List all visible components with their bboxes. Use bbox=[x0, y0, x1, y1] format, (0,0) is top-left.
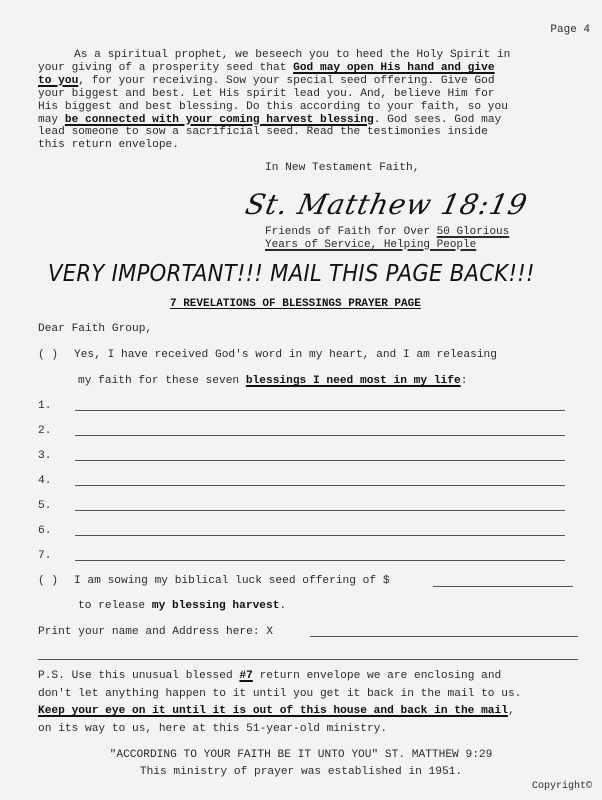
intro-line-4: your biggest and best. Let His spirit lead you. And, believe Him for bbox=[38, 87, 495, 100]
seed-text: to release bbox=[78, 600, 152, 612]
ps-emphasis-2: Keep your eye on it until it is out of this house and back in the mail bbox=[38, 705, 508, 717]
seed-amount-field[interactable] bbox=[433, 586, 573, 587]
seed-checkbox[interactable]: ( ) bbox=[38, 575, 59, 587]
intro-line-5: His biggest and best blessing. Do this according to your faith, so you bbox=[38, 100, 508, 113]
intro-text: may bbox=[38, 113, 65, 126]
page-number: Page 4 bbox=[550, 24, 590, 36]
blessing-label-2: 2. bbox=[38, 425, 52, 437]
blessing-label-1: 1. bbox=[38, 400, 52, 412]
friends-of-faith bbox=[265, 226, 509, 251]
ps-text: return envelope we are enclosing and bbox=[252, 670, 502, 682]
intro-text: . God sees. God may bbox=[373, 113, 502, 126]
intro-line-3 bbox=[38, 75, 510, 88]
blessing-label-4: 4. bbox=[38, 475, 52, 487]
blessing-field-5[interactable] bbox=[75, 510, 565, 511]
friends-emphasis: 50 Glorious bbox=[436, 226, 510, 238]
blessing-label-5: 5. bbox=[38, 500, 52, 512]
intro-paragraph bbox=[38, 49, 510, 152]
signature: St. Matthew 18:19 bbox=[242, 188, 531, 221]
intro-line-2 bbox=[38, 62, 510, 75]
pledge-text: : bbox=[460, 375, 468, 387]
intro-emphasis-1: God may open His hand and give bbox=[293, 61, 495, 74]
prayer-page-title: 7 REVELATIONS OF BLESSINGS PRAYER PAGE bbox=[170, 298, 421, 310]
ps-line-2: don't let anything happen to it until you get it back in the mail to us. bbox=[38, 687, 522, 700]
ps-line-3 bbox=[38, 703, 521, 721]
ministry-established: This ministry of prayer was established in 1951. bbox=[139, 766, 463, 778]
seed-text: . bbox=[279, 600, 287, 612]
pledge-text: my faith for these seven bbox=[78, 375, 246, 387]
intro-line-1: As a spiritual prophet, we beseech you to heed the Holy Spirit in bbox=[74, 49, 511, 61]
copyright-notice: Copyright© bbox=[531, 781, 592, 792]
intro-text: , for your receiving. Sow your special seed offering. Give God bbox=[78, 74, 495, 87]
scripture-quote: "ACCORDING TO YOUR FAITH BE IT UNTO YOU" ST. MATTHEW 9:29 bbox=[109, 749, 493, 761]
ps-line-4: on its way to us, here at this 51-year-old ministry. bbox=[38, 722, 388, 735]
blessing-field-6[interactable] bbox=[75, 535, 565, 536]
seed-text: I am sowing my biblical luck seed offering of $ bbox=[74, 575, 390, 587]
ps-text: , bbox=[507, 705, 515, 717]
greeting: Dear Faith Group, bbox=[38, 323, 153, 335]
pledge-row-2 bbox=[78, 375, 467, 387]
friends-line-1 bbox=[265, 226, 509, 239]
seed-row-2 bbox=[78, 600, 286, 612]
intro-text: your giving of a prosperity seed that bbox=[38, 61, 294, 74]
blessing-field-4[interactable] bbox=[75, 485, 565, 486]
seed-emphasis: my blessing harvest bbox=[151, 600, 280, 612]
address-field[interactable] bbox=[38, 659, 578, 660]
ps-text: P.S. Use this unusual blessed bbox=[38, 670, 240, 682]
mail-back-banner: VERY IMPORTANT!!! MAIL THIS PAGE BACK!!! bbox=[48, 261, 535, 287]
intro-line-7: lead someone to sow a sacrificial seed. Read the testimonies inside bbox=[38, 126, 488, 139]
blessing-field-3[interactable] bbox=[75, 460, 565, 461]
closing-salutation: In New Testament Faith, bbox=[265, 162, 420, 174]
print-name-label: Print your name and Address here: X bbox=[38, 626, 273, 638]
intro-line-6 bbox=[38, 114, 510, 127]
seed-row bbox=[38, 575, 390, 587]
friends-text: Friends of Faith for Over bbox=[265, 226, 437, 238]
blessing-field-2[interactable] bbox=[75, 435, 565, 436]
pledge-checkbox[interactable]: ( ) bbox=[38, 349, 59, 361]
pledge-row bbox=[38, 349, 497, 361]
blessing-label-3: 3. bbox=[38, 450, 52, 462]
blessing-field-1[interactable] bbox=[75, 410, 565, 411]
friends-line-2: Years of Service, Helping People bbox=[265, 238, 477, 251]
intro-emphasis-3: be connected with your coming harvest blessing bbox=[64, 113, 374, 126]
name-field[interactable] bbox=[310, 636, 578, 637]
blessing-field-7[interactable] bbox=[75, 560, 565, 561]
ps-emphasis: #7 bbox=[239, 670, 253, 682]
intro-line-8: this return envelope. bbox=[38, 139, 179, 152]
postscript bbox=[38, 668, 521, 738]
blessing-label-6: 6. bbox=[38, 525, 52, 537]
ps-line-1 bbox=[38, 668, 521, 686]
pledge-text: Yes, I have received God's word in my heart, and I am releasing bbox=[74, 349, 497, 361]
intro-emphasis-2: to you bbox=[38, 74, 79, 87]
pledge-emphasis: blessings I need most in my life bbox=[245, 375, 461, 387]
blessing-label-7: 7. bbox=[38, 550, 52, 562]
